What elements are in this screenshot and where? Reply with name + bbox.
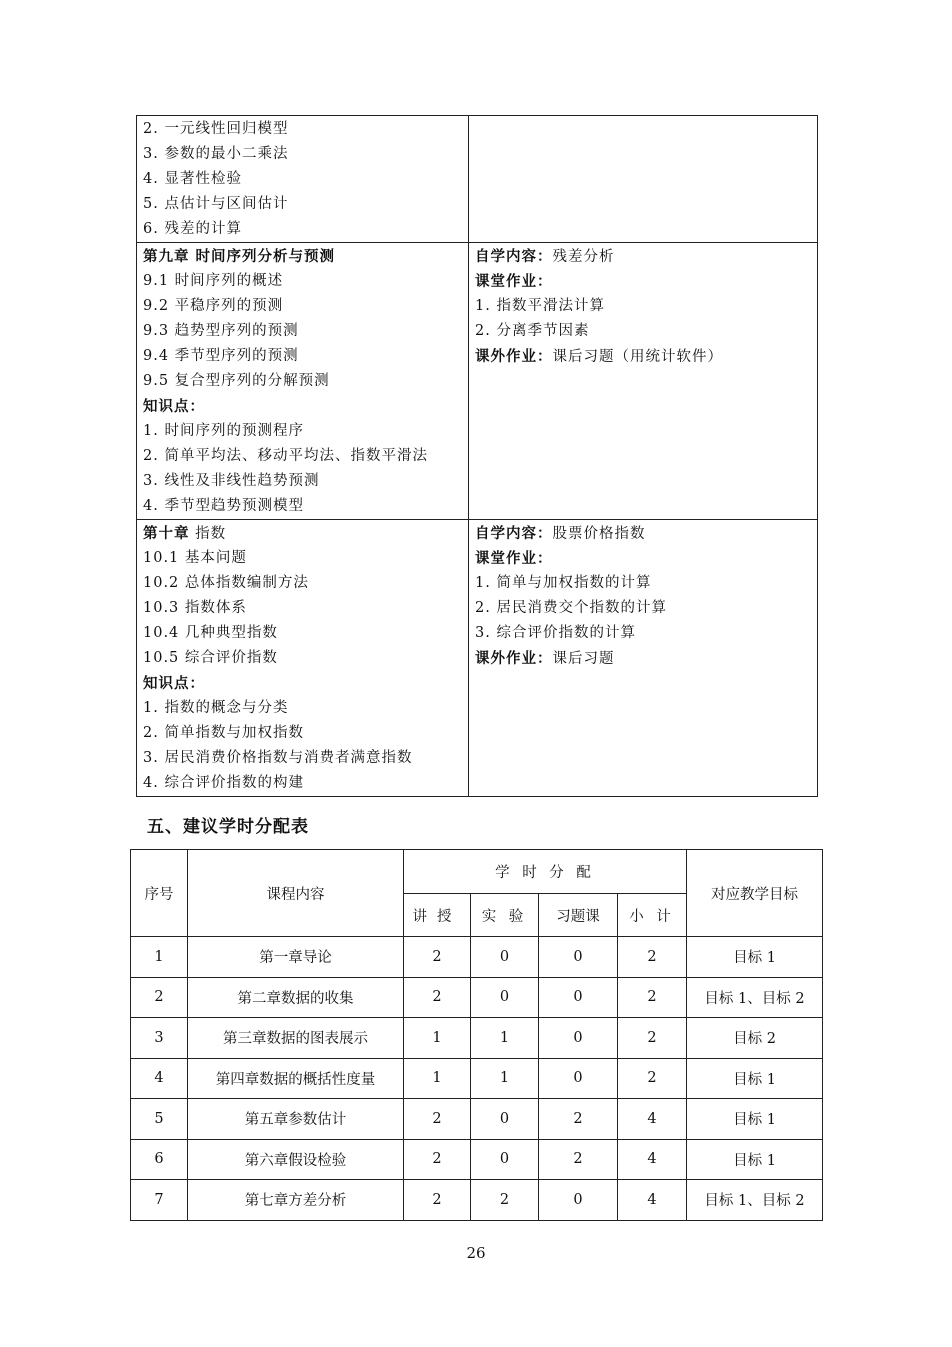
outline-line	[475, 294, 811, 319]
cell-lecture: 1	[404, 1018, 471, 1059]
table-row	[131, 977, 823, 1018]
outline-line-text: 课后习题（用统计软件）	[552, 349, 723, 365]
outline-line-text: 10.1 基本问题	[143, 550, 247, 566]
outline-line-label: 自学内容：	[475, 525, 553, 542]
outline-line-text: 3. 综合评价指数的计算	[475, 625, 636, 641]
outline-line-text: 股票价格指数	[552, 526, 646, 542]
cell-index: 1	[131, 937, 188, 978]
cell-experiment: 0	[471, 937, 539, 978]
outline-line-text: 1. 指数平滑法计算	[475, 298, 605, 314]
outline-line	[143, 546, 462, 571]
outline-line	[475, 596, 811, 621]
outline-cell-right	[469, 116, 818, 243]
cell-subtotal: 2	[618, 1018, 687, 1059]
cell-subtotal: 2	[618, 1058, 687, 1099]
outline-line	[143, 344, 462, 369]
outline-line	[143, 469, 462, 494]
chapter-outline-body	[137, 116, 818, 797]
outline-line-text: 2. 居民消费交个指数的计算	[475, 600, 667, 616]
outline-cell-left	[137, 520, 469, 797]
outline-line-label: 第九章 时间序列分析与预测	[143, 248, 336, 265]
cell-subtotal: 4	[618, 1139, 687, 1180]
outline-line	[143, 671, 462, 696]
outline-line-text: 3. 居民消费价格指数与消费者满意指数	[143, 750, 413, 766]
outline-line	[475, 621, 811, 646]
cell-subtotal: 4	[618, 1099, 687, 1140]
cell-exercise: 0	[539, 937, 618, 978]
outline-line-text: 4. 显著性检验	[143, 171, 242, 187]
outline-line-text: 指数	[189, 526, 227, 542]
cell-experiment: 1	[471, 1018, 539, 1059]
outline-line	[475, 244, 811, 269]
outline-line	[143, 521, 462, 546]
outline-line	[143, 771, 462, 796]
outline-line-label: 课堂作业：	[475, 273, 553, 290]
outline-line-text: 9.3 趋势型序列的预测	[143, 323, 299, 339]
cell-experiment: 0	[471, 1139, 539, 1180]
outline-line	[143, 294, 462, 319]
outline-line	[143, 192, 462, 217]
page-number: 26	[466, 1244, 486, 1262]
cell-exercise: 0	[539, 1018, 618, 1059]
table-row	[131, 1099, 823, 1140]
cell-experiment: 2	[471, 1180, 539, 1221]
cell-goal: 目标 1	[687, 1099, 823, 1140]
cell-lecture: 1	[404, 1058, 471, 1099]
outline-line-text: 10.4 几种典型指数	[143, 625, 278, 641]
outline-line-text: 课后习题	[552, 651, 615, 667]
header-course-content: 课程内容	[188, 850, 404, 937]
cell-exercise: 0	[539, 977, 618, 1018]
cell-subtotal: 2	[618, 977, 687, 1018]
outline-line	[143, 244, 462, 269]
outline-line-text: 3. 参数的最小二乘法	[143, 146, 289, 162]
cell-index: 7	[131, 1180, 188, 1221]
outline-line-label: 课堂作业：	[475, 550, 553, 567]
outline-line	[143, 419, 462, 444]
outline-row	[137, 116, 818, 243]
header-lecture: 讲授	[404, 894, 471, 937]
outline-line	[143, 369, 462, 394]
hours-table-body	[131, 937, 823, 1221]
outline-line-text: 2. 一元线性回归模型	[143, 121, 289, 137]
outline-line	[475, 344, 811, 369]
outline-line	[475, 269, 811, 294]
cell-goal: 目标 1、目标 2	[687, 1180, 823, 1221]
outline-line	[475, 646, 811, 671]
outline-line-text: 6. 残差的计算	[143, 221, 242, 237]
outline-line	[143, 696, 462, 721]
cell-subtotal: 4	[618, 1180, 687, 1221]
outline-cell-right	[469, 520, 818, 797]
table-row	[131, 937, 823, 978]
cell-content: 第六章假设检验	[188, 1139, 404, 1180]
outline-line	[143, 217, 462, 242]
cell-experiment: 0	[471, 977, 539, 1018]
cell-content: 第一章导论	[188, 937, 404, 978]
outline-line	[143, 721, 462, 746]
outline-line-text: 1. 简单与加权指数的计算	[475, 575, 652, 591]
outline-line-text: 10.2 总体指数编制方法	[143, 575, 309, 591]
outline-line-text: 9.1 时间序列的概述	[143, 273, 284, 289]
outline-line	[143, 319, 462, 344]
cell-exercise: 2	[539, 1139, 618, 1180]
cell-lecture: 2	[404, 937, 471, 978]
cell-content: 第二章数据的收集	[188, 977, 404, 1018]
outline-line-text: 10.3 指数体系	[143, 600, 247, 616]
header-index: 序号	[131, 850, 188, 937]
outline-line	[143, 269, 462, 294]
outline-line-text: 2. 分离季节因素	[475, 323, 590, 339]
cell-index: 6	[131, 1139, 188, 1180]
cell-experiment: 0	[471, 1099, 539, 1140]
outline-line-text: 残差分析	[552, 249, 615, 265]
outline-line	[143, 571, 462, 596]
outline-line-text: 2. 简单平均法、移动平均法、指数平滑法	[143, 448, 428, 464]
outline-line	[475, 571, 811, 596]
outline-line-label: 课外作业：	[475, 650, 553, 667]
header-subtotal: 小 计	[618, 894, 687, 937]
cell-lecture: 2	[404, 1139, 471, 1180]
cell-index: 4	[131, 1058, 188, 1099]
outline-line	[143, 621, 462, 646]
outline-line-text: 9.4 季节型序列的预测	[143, 348, 299, 364]
outline-line	[475, 319, 811, 344]
header-hours-allocation: 学 时 分 配	[404, 850, 687, 894]
outline-line-text: 4. 综合评价指数的构建	[143, 775, 304, 791]
cell-exercise: 2	[539, 1099, 618, 1140]
outline-line	[475, 546, 811, 571]
cell-goal: 目标 1	[687, 1058, 823, 1099]
cell-goal: 目标 1、目标 2	[687, 977, 823, 1018]
outline-line	[143, 596, 462, 621]
hours-allocation-table	[130, 849, 823, 1221]
outline-line	[143, 646, 462, 671]
cell-lecture: 2	[404, 1099, 471, 1140]
outline-line-text: 5. 点估计与区间估计	[143, 196, 289, 212]
outline-line-text: 4. 季节型趋势预测模型	[143, 498, 304, 514]
cell-index: 2	[131, 977, 188, 1018]
header-experiment: 实 验	[471, 894, 539, 937]
cell-goal: 目标 1	[687, 937, 823, 978]
cell-lecture: 2	[404, 1180, 471, 1221]
outline-line-text: 3. 线性及非线性趋势预测	[143, 473, 320, 489]
outline-line-label: 课外作业：	[475, 348, 553, 365]
outline-line-text: 2. 简单指数与加权指数	[143, 725, 304, 741]
table-row	[131, 1058, 823, 1099]
header-exercise: 习题课	[539, 894, 618, 937]
cell-experiment: 1	[471, 1058, 539, 1099]
cell-content: 第七章方差分析	[188, 1180, 404, 1221]
cell-goal: 目标 2	[687, 1018, 823, 1059]
outline-line-label: 知识点：	[143, 398, 205, 415]
outline-line	[143, 394, 462, 419]
table-row	[131, 1180, 823, 1221]
outline-line-label: 第十章	[143, 525, 190, 542]
cell-content: 第四章数据的概括性度量	[188, 1058, 404, 1099]
outline-line	[143, 117, 462, 142]
cell-subtotal: 2	[618, 937, 687, 978]
outline-line	[143, 142, 462, 167]
outline-row	[137, 520, 818, 797]
outline-cell-right	[469, 243, 818, 520]
outline-line	[475, 521, 811, 546]
chapter-outline-table	[136, 115, 818, 797]
outline-line	[143, 494, 462, 519]
outline-line	[143, 167, 462, 192]
outline-line	[143, 746, 462, 771]
outline-line-text: 1. 时间序列的预测程序	[143, 423, 304, 439]
outline-line-text: 9.2 平稳序列的预测	[143, 298, 284, 314]
outline-line-text: 10.5 综合评价指数	[143, 650, 278, 666]
outline-line-text: 9.5 复合型序列的分解预测	[143, 373, 330, 389]
section-heading: 五、建议学时分配表	[147, 817, 309, 837]
outline-cell-left	[137, 243, 469, 520]
table-row	[131, 1018, 823, 1059]
cell-exercise: 0	[539, 1180, 618, 1221]
cell-index: 3	[131, 1018, 188, 1059]
table-row	[131, 1139, 823, 1180]
outline-line-label: 知识点：	[143, 675, 205, 692]
cell-content: 第三章数据的图表展示	[188, 1018, 404, 1059]
outline-line-text: 1. 指数的概念与分类	[143, 700, 289, 716]
header-teaching-goal: 对应教学目标	[687, 850, 823, 937]
outline-cell-left	[137, 116, 469, 243]
cell-content: 第五章参数估计	[188, 1099, 404, 1140]
cell-goal: 目标 1	[687, 1139, 823, 1180]
outline-line	[143, 444, 462, 469]
cell-lecture: 2	[404, 977, 471, 1018]
cell-index: 5	[131, 1099, 188, 1140]
cell-exercise: 0	[539, 1058, 618, 1099]
outline-row	[137, 243, 818, 520]
outline-line-label: 自学内容：	[475, 248, 553, 265]
